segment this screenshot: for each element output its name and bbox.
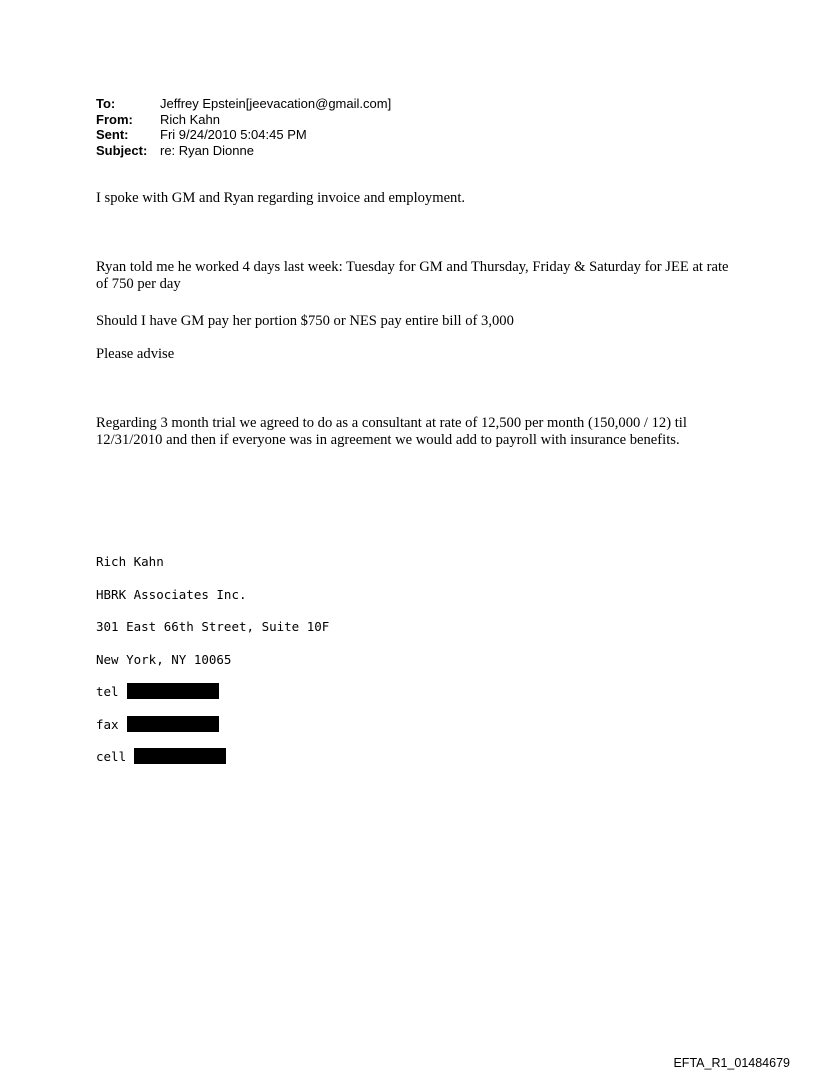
- sent-value: Fri 9/24/2010 5:04:45 PM: [160, 127, 307, 142]
- tel-label: tel: [96, 683, 119, 699]
- signature-company-text: HBRK Associates Inc.: [96, 587, 247, 602]
- from-row: [96, 112, 391, 128]
- message-paragraph-4: Please advise: [96, 346, 175, 362]
- fax-redaction: [127, 716, 219, 732]
- sent-label: Sent:: [96, 127, 129, 142]
- message-paragraph-3: Should I have GM pay her portion $750 or NES pay entire bill of 3,000: [96, 313, 514, 329]
- cell-label: cell: [96, 748, 127, 764]
- from-value: Rich Kahn: [160, 111, 220, 127]
- email-header: [96, 96, 391, 158]
- fax-label: fax: [96, 716, 119, 732]
- signature-address-line1-text: 301 East 66th Street, Suite 10F: [96, 619, 330, 634]
- to-row: [96, 96, 391, 112]
- subject-label: Subject:: [96, 142, 148, 158]
- from-label: From:: [96, 111, 133, 127]
- signature-fax: [96, 716, 219, 732]
- signature-address-line2-text: New York, NY 10065: [96, 652, 232, 667]
- document-id: EFTA_R1_01484679: [673, 1056, 790, 1070]
- message-paragraph-2: Ryan told me he worked 4 days last week: Tuesday for GM and Thursday, Friday & Saturday for JEE at rate of 750 per day: [96, 259, 729, 292]
- message-paragraph-5: Regarding 3 month trial we agreed to do as a consultant at rate of 12,500 per month (150,000 / 12) til 12/31/2010 and then if everyone was in agreement we would add to payroll with insurance benefits.: [96, 415, 687, 448]
- message-paragraph-1: I spoke with GM and Ryan regarding invoice and employment.: [96, 190, 466, 206]
- cell-redaction: [134, 748, 226, 764]
- tel-redaction: [127, 683, 219, 699]
- signature-address-line2: [96, 652, 231, 667]
- to-value: Jeffrey Epstein[jeevacation@gmail.com]: [160, 96, 392, 111]
- subject-value: re: Ryan Dionne: [160, 142, 254, 158]
- sent-row: [96, 127, 391, 143]
- signature-address-line1: [96, 619, 329, 634]
- signature-company: [96, 587, 247, 602]
- signature-cell: [96, 748, 226, 764]
- signature-name: [96, 554, 164, 569]
- subject-row: [96, 143, 391, 159]
- signature-tel: [96, 683, 219, 699]
- to-label: To:: [96, 96, 116, 111]
- signature-name-text: Rich Kahn: [96, 554, 164, 569]
